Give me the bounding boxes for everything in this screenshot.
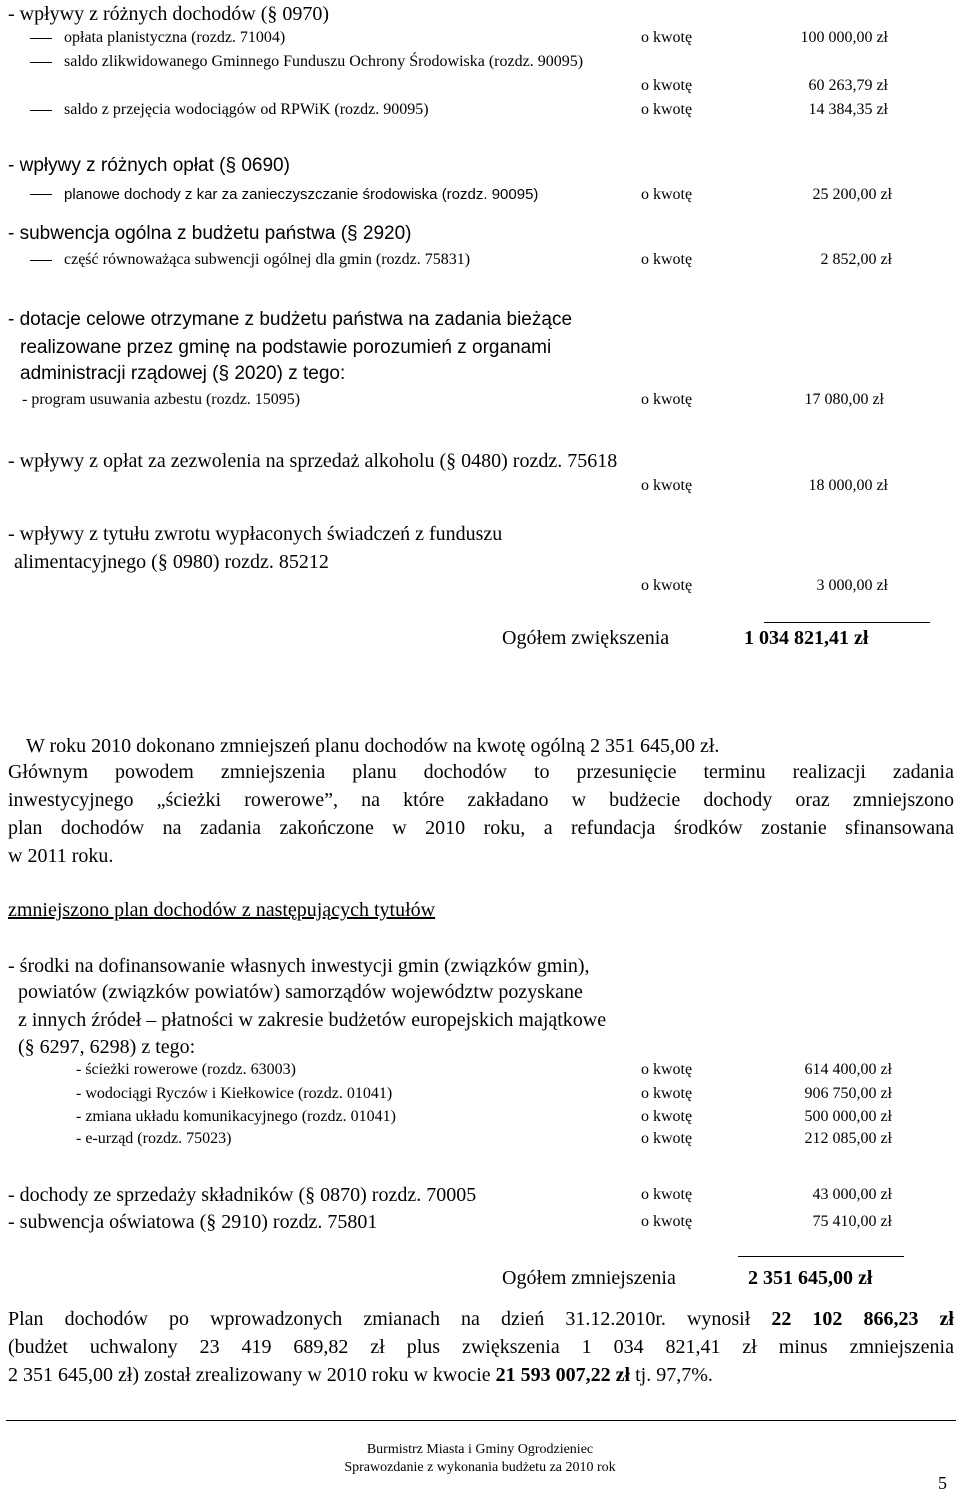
item-label: - zmiana układu komunikacyjnego (rozdz. 01041) — [76, 1108, 396, 1125]
item-label: - e-urząd (rozdz. 75023) — [76, 1130, 232, 1147]
paragraph — [8, 758, 954, 870]
item-kw: o kwotę — [641, 1186, 693, 1203]
item-kw: o kwotę — [641, 1061, 693, 1078]
item-amount: 14 384,35 zł — [808, 101, 888, 118]
paragraph-line: (budżet uchwalony 23 419 689,82 zł plus zwiększenia 1 034 821,41 zł minus zmniejszenia — [8, 1336, 954, 1358]
item-kw: o kwotę — [641, 1085, 693, 1102]
item-kw: o kwotę — [641, 1130, 693, 1147]
item-amount: 25 200,00 zł — [812, 186, 892, 203]
item-amount: 212 085,00 zł — [804, 1130, 892, 1147]
page-number: 5 — [938, 1473, 947, 1493]
item-amount: 906 750,00 zł — [804, 1085, 892, 1102]
dash-marker — [30, 62, 52, 63]
total-increase-amount: 1 034 821,41 zł — [744, 627, 869, 649]
item-label: część równoważąca subwencji ogólnej dla gmin (rozdz. 75831) — [64, 251, 471, 268]
item-kw: o kwotę — [641, 577, 693, 594]
total-decrease-label: Ogółem zmniejszenia — [502, 1267, 676, 1289]
paragraph-text: 2 351 645,00 zł) został zrealizowany w 2010 roku w kwocie — [8, 1364, 496, 1386]
section-line: (§ 6297, 6298) z tego: — [18, 1036, 196, 1058]
dash-marker — [30, 38, 52, 39]
paragraph-line: inwestycyjnego „ścieżki rowerowe”, na które zakładano w budżecie dochody oraz zmniejszono — [8, 789, 954, 811]
item-kw: o kwotę — [641, 77, 693, 94]
item-label: planowe dochody z kar za zanieczyszczanie środowiska (rozdz. 90095) — [64, 186, 539, 203]
item-kw: o kwotę — [641, 1108, 693, 1125]
sum-rule — [764, 622, 930, 623]
section-line: - wpływy z tytułu zwrotu wypłaconych świadczeń z funduszu — [8, 523, 503, 545]
paragraph-line: w 2011 roku. — [8, 845, 114, 867]
item-kw: o kwotę — [641, 186, 693, 203]
item-kw: o kwotę — [641, 391, 693, 408]
item-kw: o kwotę — [641, 101, 693, 118]
item-amount: 500 000,00 zł — [804, 1108, 892, 1125]
item-amount: 75 410,00 zł — [812, 1213, 892, 1230]
item-amount: 2 852,00 zł — [820, 251, 892, 268]
paragraph — [8, 1305, 954, 1389]
paragraph-line: W roku 2010 dokonano zmniejszeń planu dochodów na kwotę ogólną 2 351 645,00 zł. — [26, 735, 720, 757]
item-label: opłata planistyczna (rozdz. 71004) — [64, 29, 286, 46]
paragraph-line: plan dochodów na zadania zakończone w 2010 roku, a refundacja środków zostanie sfinansowana — [8, 817, 954, 839]
item-label: - ścieżki rowerowe (rozdz. 63003) — [76, 1061, 296, 1078]
plan-amount: 22 102 866,23 zł — [771, 1308, 954, 1330]
footer-rule — [6, 1420, 956, 1421]
paragraph-text: tj. 97,7%. — [630, 1364, 713, 1386]
item-label: saldo zlikwidowanego Gminnego Funduszu Ochrony Środowiska (rozdz. 90095) — [64, 53, 584, 70]
dash-marker — [30, 110, 52, 111]
item-amount: 100 000,00 zł — [800, 29, 888, 46]
total-decrease-amount: 2 351 645,00 zł — [748, 1267, 873, 1289]
total-increase-label: Ogółem zwiększenia — [502, 627, 670, 649]
paragraph-text: Plan dochodów po wprowadzonych zmianach na dzień 31.12.2010r. wynosił — [8, 1308, 772, 1330]
section-heading: - wpływy z różnych opłat (§ 0690) — [8, 155, 290, 176]
item-amount: 17 080,00 zł — [804, 391, 884, 408]
section-heading: - wpływy z różnych dochodów (§ 0970) — [8, 3, 330, 25]
item-label: saldo z przejęcia wodociągów od RPWiK (rozdz. 90095) — [64, 101, 429, 118]
dash-marker — [30, 260, 52, 261]
section-line: powiatów (związków powiatów) samorządów województw pozyskane — [18, 981, 583, 1003]
item-kw: o kwotę — [641, 477, 693, 494]
section-line: administracji rządowej (§ 2020) z tego: — [20, 363, 346, 384]
paragraph-line: Głównym powodem zmniejszenia planu dochodów to przesunięcie terminu realizacji zadania — [8, 761, 954, 783]
item-kw: o kwotę — [641, 1213, 693, 1230]
item-kw: o kwotę — [641, 29, 693, 46]
item-amount: 18 000,00 zł — [808, 477, 888, 494]
section-heading: - subwencja ogólna z budżetu państwa (§ 2920) — [8, 223, 412, 244]
footer-line: Burmistrz Miasta i Gminy Ogrodzieniec — [366, 1442, 594, 1457]
decrease-heading: zmniejszono plan dochodów z następujących tytułów — [8, 899, 436, 921]
item-label: - wodociągi Ryczów i Kiełkowice (rozdz. 01041) — [76, 1085, 393, 1102]
footer-line: Sprawozdanie z wykonania budżetu za 2010 rok — [344, 1460, 616, 1475]
section-line: - dotacje celowe otrzymane z budżetu państwa na zadania bieżące — [8, 309, 573, 330]
item-label: - program usuwania azbestu (rozdz. 15095) — [22, 391, 301, 408]
section-line: alimentacyjnego (§ 0980) rozdz. 85212 — [14, 551, 329, 573]
realized-amount: 21 593 007,22 zł — [495, 1364, 631, 1386]
item-amount: 43 000,00 zł — [812, 1186, 892, 1203]
dash-marker — [30, 194, 52, 195]
paragraph-line — [8, 1361, 954, 1389]
sum-rule — [738, 1256, 904, 1257]
item-kw: o kwotę — [641, 251, 693, 268]
item-amount: 3 000,00 zł — [816, 577, 888, 594]
paragraph-line — [8, 1305, 954, 1333]
section-line: z innych źródeł – płatności w zakresie budżetów europejskich majątkowe — [18, 1009, 607, 1031]
item-label: - dochody ze sprzedaży składników (§ 0870) rozdz. 70005 — [8, 1184, 477, 1206]
item-amount: 60 263,79 zł — [808, 77, 888, 94]
section-line: - środki na dofinansowanie własnych inwestycji gmin (związków gmin), — [8, 955, 590, 977]
section-line: realizowane przez gminę na podstawie porozumień z organami — [20, 337, 552, 358]
item-label: - subwencja oświatowa (§ 2910) rozdz. 75801 — [8, 1211, 378, 1233]
item-amount: 614 400,00 zł — [804, 1061, 892, 1078]
section-line: - wpływy z opłat za zezwolenia na sprzedaż alkoholu (§ 0480) rozdz. 75618 — [8, 450, 618, 472]
